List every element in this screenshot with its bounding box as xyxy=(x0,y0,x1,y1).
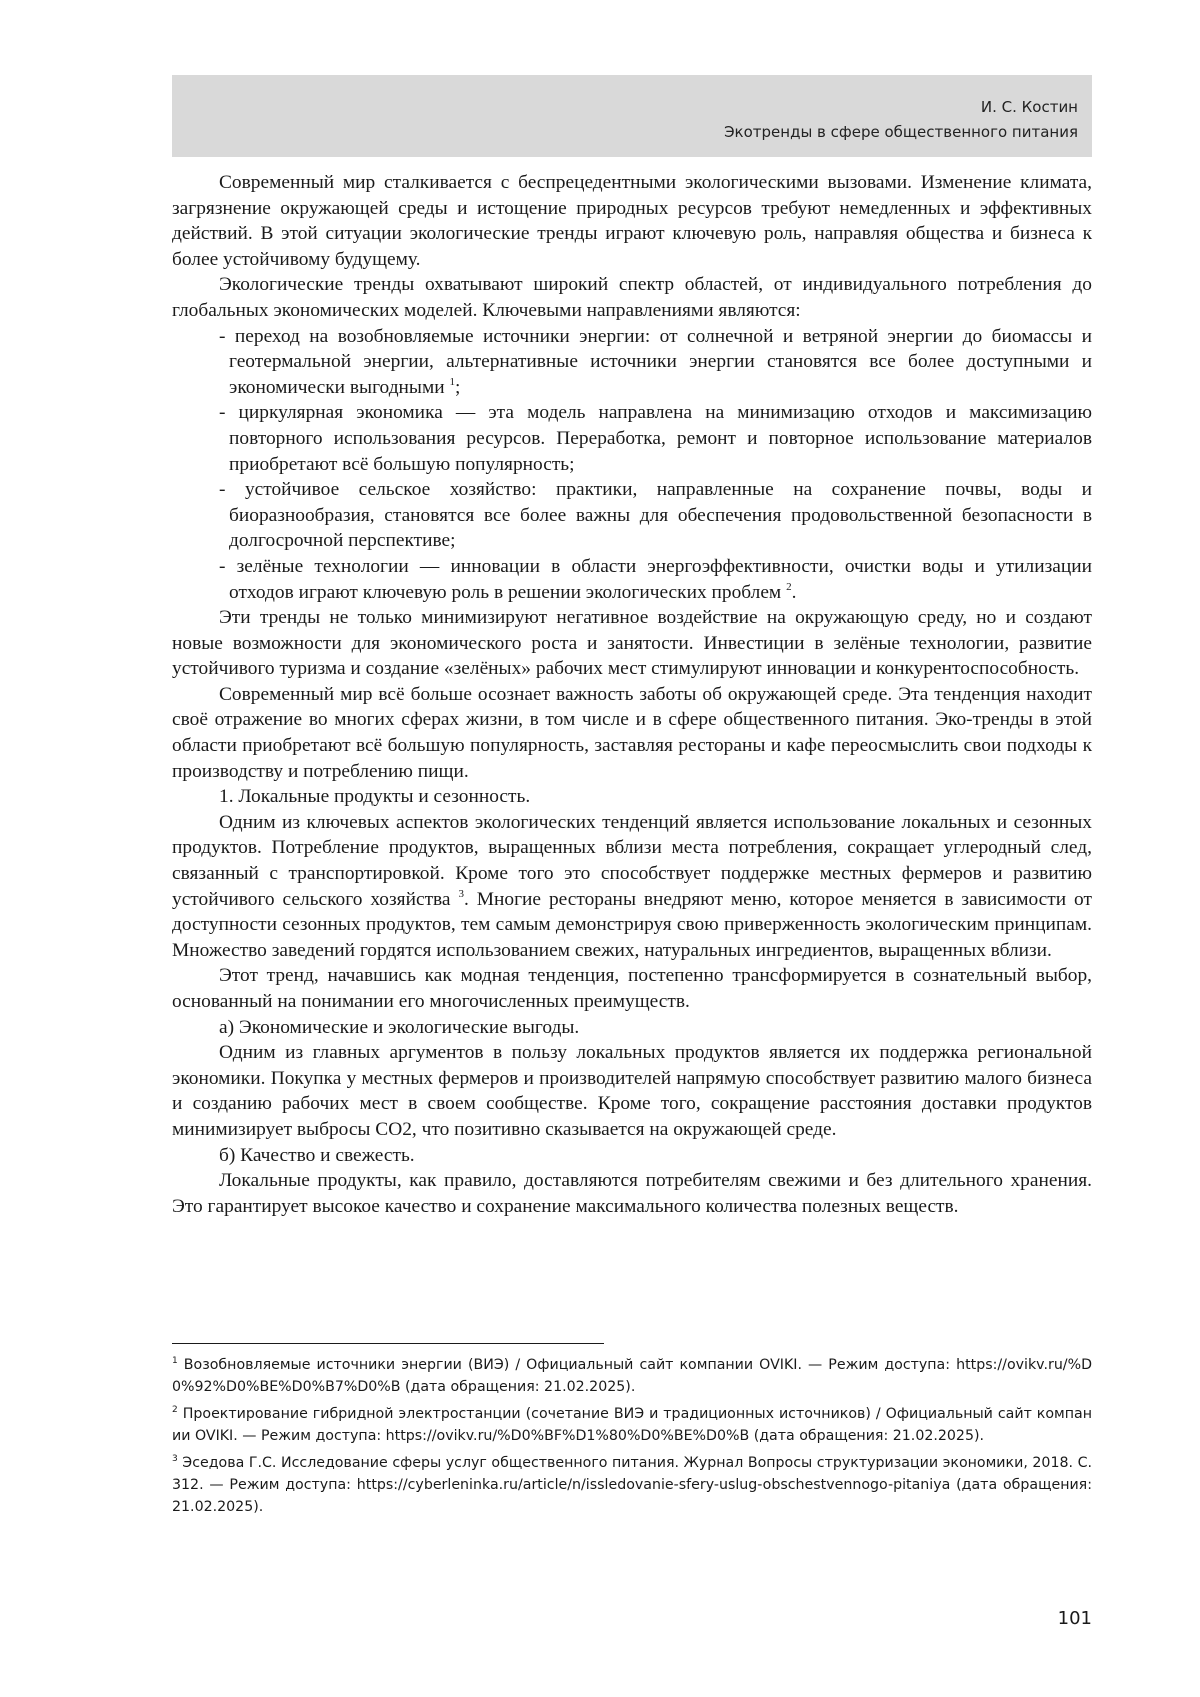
footnote-ref-link[interactable]: 3 xyxy=(458,888,464,900)
paragraph: Современный мир сталкивается с беспрецедентными экологическими вызовами. Изменение климата, загрязнение окружающей среды и истощение природных ресурсов требуют немедленных и эффективных действий. В этой ситуации экологические тренды играют ключевую роль, направляя общества и бизнеса к более устойчивому будущему. xyxy=(172,170,1092,272)
paragraph: Эти тренды не только минимизируют негативное воздействие на окружающую среду, но и создают новые возможности для экономического роста и занятости. Инвестиции в зелёные технологии, развитие устойчивого туризма и создание «зелёных» рабочих мест стимулируют инновации и конкурентоспособность. xyxy=(172,605,1092,682)
trend-list xyxy=(172,324,1092,606)
header-title: Экотренды в сфере общественного питания xyxy=(172,120,1078,145)
paragraph: Экологические тренды охватывают широкий спектр областей, от индивидуального потребления до глобальных экономических моделей. Ключевыми направлениями являются: xyxy=(172,272,1092,323)
paragraph: Этот тренд, начавшись как модная тенденция, постепенно трансформируется в сознательный выбор, основанный на понимании его многочисленных преимуществ. xyxy=(172,963,1092,1014)
page-number: 101 xyxy=(1058,1608,1092,1629)
list-item: - циркулярная экономика — эта модель направлена на минимизацию отходов и максимизацию повторного использования ресурсов. Переработка, ремонт и повторное использование материалов приобретают всё большую популярность; xyxy=(229,400,1092,477)
footnote-ref-link[interactable]: 2 xyxy=(786,581,792,593)
footnote-divider xyxy=(172,1343,604,1344)
paragraph: Современный мир всё больше осознает важность заботы об окружающей среде. Эта тенденция находит своё отражение во многих сферах жизни, в том числе и в сфере общественного питания. Эко-тренды в этой области приобретают всё большую популярность, заставляя рестораны и кафе переосмыслить свои подходы к производству и потреблению пищи. xyxy=(172,682,1092,784)
list-item: - зелёные технологии — инновации в области энергоэффективности, очистки воды и утилизации отходов играют ключевую роль в решении экологических проблем 2. xyxy=(229,554,1092,605)
running-header xyxy=(172,75,1092,157)
list-item: - переход на возобновляемые источники энергии: от солнечной и ветряной энергии до биомассы и геотермальной энергии, альтернативные источники энергии становятся все более доступными и экономически выгодными 1; xyxy=(229,324,1092,401)
footnote: 2 Проектирование гибридной электростанции (сочетание ВИЭ и традиционных источников) / Официальный сайт компании OVIKI. — Режим доступа: https://ovikv.ru/%D0%BF%D1%80%D0%BE%D0%B (дата обращения: 21.02.2025). xyxy=(172,1403,1092,1448)
footnote: 3 Эседова Г.С. Исследование сферы услуг общественного питания. Журнал Вопросы структуризации экономики, 2018. С.312. — Режим доступа: https://cyberleninka.ru/article/n/issledovanie-sfery-uslug-obschestvennogo-pitaniya (дата обращения: 21.02.2025). xyxy=(172,1452,1092,1519)
subsection-heading: а) Экономические и экологические выгоды. xyxy=(172,1015,1092,1041)
footnotes xyxy=(172,1354,1092,1523)
article-body xyxy=(172,170,1092,1219)
list-item: - устойчивое сельское хозяйство: практики, направленные на сохранение почвы, воды и биоразнообразия, становятся все более важны для обеспечения продовольственной безопасности в долгосрочной перспективе; xyxy=(229,477,1092,554)
paragraph: Одним из главных аргументов в пользу локальных продуктов является их поддержка региональной экономики. Покупка у местных фермеров и производителей напрямую способствует развитию малого бизнеса и созданию рабочих мест в своем сообществе. Кроме того, сокращение расстояния доставки продуктов минимизирует выбросы CO2, что позитивно сказывается на окружающей среде. xyxy=(172,1040,1092,1142)
section-heading: 1. Локальные продукты и сезонность. xyxy=(172,784,1092,810)
header-author: И. С. Костин xyxy=(172,95,1078,120)
footnote-ref-link[interactable]: 1 xyxy=(449,376,455,388)
footnote: 1 Возобновляемые источники энергии (ВИЭ) / Официальный сайт компании OVIKI. — Режим доступа: https://ovikv.ru/%D0%92%D0%BE%D0%B7%D0%B (дата обращения: 21.02.2025). xyxy=(172,1354,1092,1399)
paragraph: Локальные продукты, как правило, доставляются потребителям свежими и без длительного хранения. Это гарантирует высокое качество и сохранение максимального количества полезных веществ. xyxy=(172,1168,1092,1219)
subsection-heading: б) Качество и свежесть. xyxy=(172,1143,1092,1169)
paragraph: Одним из ключевых аспектов экологических тенденций является использование локальных и сезонных продуктов. Потребление продуктов, выращенных вблизи места потребления, сокращает углеродный след, связанный с транспортировкой. Кроме того это способствует поддержке местных фермеров и развитию устойчивого сельского хозяйства 3. Многие рестораны внедряют меню, которое меняется в зависимости от доступности сезонных продуктов, тем самым демонстрируя свою приверженность экологическим принципам. Множество заведений гордятся использованием свежих, натуральных ингредиентов, выращенных вблизи. xyxy=(172,810,1092,964)
